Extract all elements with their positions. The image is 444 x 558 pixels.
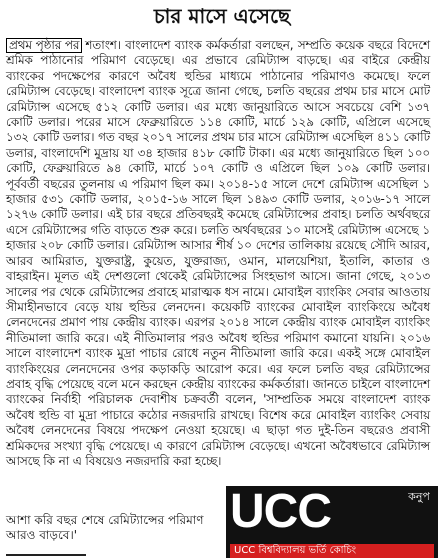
ad-tagline: UCC বিশ্ববিদ্যালয় ভর্তি কোচিং	[230, 544, 434, 558]
ucc-advertisement	[226, 486, 438, 558]
lead-tag: প্রথম পৃষ্ঠার পর	[6, 38, 82, 53]
article-text: শতাংশ। বাংলাদেশ ব্যাংক কর্মকর্তারা বলছেন, সম্প্রতি কয়েক বছরে বিদেশে শ্রমিক পাঠানোর পরিমাণ বেড়েছে। এর প্রভাবে রেমিট্যান্স বাড়ছে। এর বাইরে কেন্দ্রীয় ব্যাংকের পদক্ষেপের কারণে অবৈধ হুন্ডির মাধ্যমে পাঠানোর পরিমাণও কমেছে। ফলে রেমিট্যান্স বেড়েছে। বাংলাদেশ ব্যাংক সূত্রে জানা গেছে, চলতি বছরের প্রথম চার মাসে মোট রেমিট্যান্স এসেছে ৫১২ কোটি ডলার। এর মধ্যে জানুয়ারিতে আসে সবচেয়ে বেশি ১৩৭ কোটি ডলার। পরের মাসে ফেব্রুয়ারিতে ১১৪ কোটি, মার্চে ১২৯ কোটি, এপ্রিলে এসেছে ১৩২ কোটি ডলার। গত বছর ২০১৭ সালের প্রথম চার মাসে রেমিট্যান্স এসেছিল ৪১১ কোটি ডলার, বাংলাদেশি মুদ্রায় যা ৩৪ হাজার ৪১৮ কোটি টাকা। এর মধ্যে জানুয়ারিতে ছিল ১০০ কোটি, ফেব্রুয়ারিতে ৯৪ কোটি, মার্চে ১০৭ কোটি ও এপ্রিলে ছিল ১০৯ কোটি ডলার। পূর্ববর্তী বছরের তুলনায় এ পরিমাণ ছিল কম। ২০১৪-১৫ সালে দেশে রেমিট্যান্স এসেছিল ১ হাজার ৫৩১ কোটি ডলার, ২০১৫-১৬ সালে ছিল ১৪৯৩ কোটি ডলার, ২০১৬-১৭ সালে ১২৭৬ কোটি ডলার। এই চার বছরে প্রতিবছরই কমেছে রেমিট্যান্সের প্রবাহ। চলতি অর্থবছরে এসে রেমিট্যান্সের গতি বাড়তে শুরু করে। চলতি অর্থবছরের ১০ মাসেই রেমিট্যান্স এসেছে ১ হাজার ২০৮ কোটি ডলার। রেমিট্যান্স আসার শীর্ষ ১০ দেশের তালিকায় রয়েছে সৌদি আরব, আরব আমিরাত, যুক্তরাষ্ট্র, কুয়েত, যুক্তরাজ্য, ওমান, মালয়েশিয়া, ইতালি, কাতার ও বাহরাইন। মূলত এই দেশগুলো থেকেই রেমিট্যান্সের সিংহভাগ আসে। জানা গেছে, ২০১৩ সালের পর থেকে রেমিট্যান্সের প্রবাহে মারাত্মক ধস নামে। মোবাইল ব্যাংকিং সেবার আওতায় সীমাহীনভাবে বেড়ে যায় হুন্ডির লেনদেন। কয়েকটি ব্যাংকের মোবাইল ব্যাংকিংয়ে অবৈধ লেনদেনের প্রমাণ পায় কেন্দ্রীয় ব্যাংক। এরপর ২০১৪ সালে কেন্দ্রীয় ব্যাংক মোবাইল ব্যাংকিং নীতিমালা জারি করে। এই নীতিমালার পরও অবৈধ হুন্ডির পরিমাণ কমানো যায়নি। ২০১৬ সালে বাংলাদেশ ব্যাংক মুদ্রা পাচার রোধে নতুন নীতিমালা জারি করে। একই সঙ্গে মোবাইল ব্যাংকিংয়ের লেনদেনের ওপর কড়াকড়ি আরোপ করে। এর ফলে চলতি বছর রেমিট্যান্সের প্রবাহ বৃদ্ধি পেয়েছে বলে মনে করছেন কেন্দ্রীয় ব্যাংকের কর্মকর্তারা। জানতে চাইলে বাংলাদেশ ব্যাংকের নির্বাহী পরিচালক দেবাশীষ চক্রবর্তী বলেন, 'সাম্প্রতিক সময়ে বাংলাদেশ ব্যাংক অবৈধ হুন্ডি বা মুদ্রা পাচারে কঠোর নজরদারি রাখছে। বিশেষ করে মোবাইল ব্যাংকিং সেবায় অবৈধ লেনদেনের বিষয়ে পদক্ষেপ নেওয়া হয়েছে। এ ছাড়া গত দুই-তিন বছরেও প্রবাসী শ্রমিকদের সংখ্যা বৃদ্ধি পেয়েছে। এ কারণে রেমিট্যান্স বেড়েছে। এখনো অবৈধভাবে রেমিট্যান্স আসছে কি না এ বিষয়েও নজরদারি করা হচ্ছে।	[6, 38, 430, 468]
headline: চার মাসে এসেছে	[153, 4, 291, 28]
ad-side-text: কনুপ	[408, 490, 430, 503]
ucc-logo: UCC	[230, 486, 331, 538]
article-body	[6, 38, 430, 469]
clipping-edge-rule	[6, 548, 126, 558]
article-paragraph	[6, 38, 430, 469]
closing-text: আশা করি বছর শেষে রেমিট্যান্সের পরিমাণ আরও বাড়বে।'	[6, 513, 204, 543]
